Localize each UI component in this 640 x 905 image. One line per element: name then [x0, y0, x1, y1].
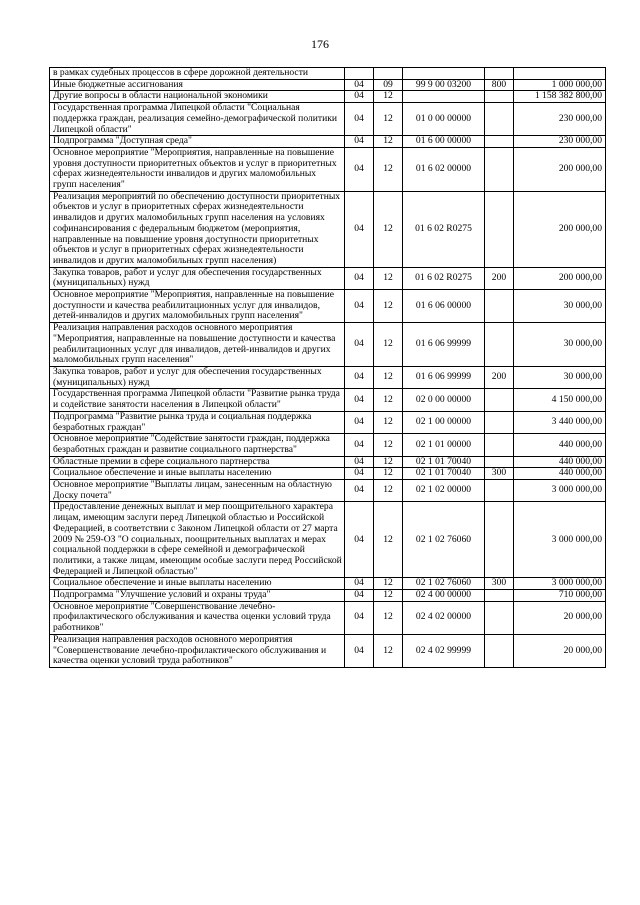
- row-subsection-code: 12: [374, 502, 403, 578]
- row-name: Закупка товаров, работ и услуг для обеспечения государственных (муниципальных) нужд: [50, 267, 345, 289]
- row-subsection-code: 12: [374, 267, 403, 289]
- row-name: Основное мероприятие "Содействие занятости граждан, поддержка безработных граждан и развитие социального партнерства": [50, 434, 345, 456]
- row-subsection-code: 12: [374, 136, 403, 148]
- row-subsection-code: 12: [374, 468, 403, 480]
- row-subsection-code: [374, 68, 403, 80]
- table-row: [50, 502, 606, 578]
- row-section-code: 04: [345, 191, 374, 267]
- row-target-article: 02 4 00 00000: [403, 590, 485, 602]
- row-section-code: 04: [345, 136, 374, 148]
- row-section-code: 04: [345, 456, 374, 468]
- row-section-code: 04: [345, 389, 374, 411]
- row-name: Реализация направления расходов основного мероприятия "Совершенствование лечебно-профилактического обслуживания и качества оценки условий труда работников": [50, 634, 345, 667]
- row-amount: 710 000,00: [514, 590, 606, 602]
- row-name: Основное мероприятие "Мероприятия, направленные на повышение доступности и качества реабилитационных услуг для инвалидов, детей-инвалидов и других маломобильных групп населения": [50, 290, 345, 323]
- row-amount: 20 000,00: [514, 601, 606, 634]
- row-name: Областные премии в сфере социального партнерства: [50, 456, 345, 468]
- row-section-code: 04: [345, 103, 374, 136]
- row-name: Закупка товаров, работ и услуг для обеспечения государственных (муниципальных) нужд: [50, 366, 345, 388]
- row-subsection-code: 12: [374, 323, 403, 367]
- table-row: [50, 634, 606, 667]
- row-expense-type: [485, 480, 514, 502]
- row-section-code: [345, 68, 374, 80]
- row-target-article: 01 6 06 00000: [403, 290, 485, 323]
- row-section-code: 04: [345, 290, 374, 323]
- row-subsection-code: 12: [374, 634, 403, 667]
- table-row: [50, 191, 606, 267]
- row-name: Основное мероприятие "Мероприятия, направленные на повышение уровня доступности приоритетных объектов и услуг в приоритетных сферах жизнедеятельности инвалидов и других маломобильных групп населения": [50, 147, 345, 191]
- row-subsection-code: 12: [374, 434, 403, 456]
- row-expense-type: [485, 191, 514, 267]
- row-expense-type: [485, 136, 514, 148]
- row-target-article: [403, 91, 485, 103]
- row-expense-type: [485, 389, 514, 411]
- table-row: [50, 290, 606, 323]
- row-amount: 3 000 000,00: [514, 578, 606, 590]
- row-amount: 30 000,00: [514, 366, 606, 388]
- row-name: Основное мероприятие "Совершенствование лечебно-профилактического обслуживания и качества оценки условий труда работников": [50, 601, 345, 634]
- row-target-article: 01 6 02 00000: [403, 147, 485, 191]
- row-subsection-code: 09: [374, 79, 403, 91]
- row-amount: 20 000,00: [514, 634, 606, 667]
- row-subsection-code: 12: [374, 103, 403, 136]
- row-subsection-code: 12: [374, 389, 403, 411]
- row-target-article: 01 6 02 R0275: [403, 191, 485, 267]
- table-row: [50, 389, 606, 411]
- row-amount: 200 000,00: [514, 267, 606, 289]
- row-expense-type: [485, 103, 514, 136]
- row-amount: 3 000 000,00: [514, 502, 606, 578]
- row-name: Социальное обеспечение и иные выплаты населению: [50, 578, 345, 590]
- row-section-code: 04: [345, 366, 374, 388]
- row-subsection-code: 12: [374, 147, 403, 191]
- row-subsection-code: 12: [374, 578, 403, 590]
- row-name: Государственная программа Липецкой области "Социальная поддержка граждан, реализация семейно-демографической политики Липецкой области": [50, 103, 345, 136]
- row-name: Основное мероприятие "Выплаты лицам, занесенным на областную Доску почета": [50, 480, 345, 502]
- row-expense-type: 800: [485, 79, 514, 91]
- row-subsection-code: 12: [374, 290, 403, 323]
- row-expense-type: [485, 411, 514, 433]
- row-amount: 230 000,00: [514, 136, 606, 148]
- row-name: Другие вопросы в области национальной экономики: [50, 91, 345, 103]
- table-row: [50, 267, 606, 289]
- row-name: Государственная программа Липецкой области "Развитие рынка труда и содействие занятости населения в Липецкой области": [50, 389, 345, 411]
- row-name: Подпрограмма "Улучшение условий и охраны труда": [50, 590, 345, 602]
- row-expense-type: [485, 91, 514, 103]
- row-section-code: 04: [345, 601, 374, 634]
- row-section-code: 04: [345, 480, 374, 502]
- row-target-article: 02 1 00 00000: [403, 411, 485, 433]
- row-amount: 200 000,00: [514, 191, 606, 267]
- row-subsection-code: 12: [374, 456, 403, 468]
- row-expense-type: 200: [485, 267, 514, 289]
- row-name: Реализация мероприятий по обеспечению доступности приоритетных объектов и услуг в приоритетных сферах жизнедеятельности инвалидов и других маломобильных групп населения на условиях софинансирования с федеральным бюджетом (мероприятия, направленные на повышение уровня доступности приоритетных объектов и услуг в приоритетных сферах жизнедеятельности инвалидов и других маломобильных групп населения): [50, 191, 345, 267]
- row-target-article: 02 1 02 00000: [403, 480, 485, 502]
- row-subsection-code: 12: [374, 590, 403, 602]
- row-section-code: 04: [345, 323, 374, 367]
- row-section-code: 04: [345, 79, 374, 91]
- row-target-article: 01 6 02 R0275: [403, 267, 485, 289]
- row-section-code: 04: [345, 91, 374, 103]
- table-row: [50, 79, 606, 91]
- row-amount: 3 440 000,00: [514, 411, 606, 433]
- table-row: [50, 434, 606, 456]
- row-subsection-code: 12: [374, 411, 403, 433]
- row-target-article: 02 4 02 00000: [403, 601, 485, 634]
- row-expense-type: [485, 634, 514, 667]
- row-name: Подпрограмма "Доступная среда": [50, 136, 345, 148]
- row-target-article: 01 6 00 00000: [403, 136, 485, 148]
- table-row: [50, 91, 606, 103]
- budget-table-body: [50, 68, 606, 668]
- row-amount: 1 158 382 800,00: [514, 91, 606, 103]
- row-amount: [514, 68, 606, 80]
- row-target-article: 01 6 06 99999: [403, 366, 485, 388]
- row-target-article: 02 1 02 76060: [403, 578, 485, 590]
- row-section-code: 04: [345, 267, 374, 289]
- row-section-code: 04: [345, 434, 374, 456]
- row-subsection-code: 12: [374, 601, 403, 634]
- row-section-code: 04: [345, 590, 374, 602]
- row-name: Подпрограмма "Развитие рынка труда и социальная поддержка безработных граждан": [50, 411, 345, 433]
- row-subsection-code: 12: [374, 91, 403, 103]
- row-amount: 440 000,00: [514, 468, 606, 480]
- row-expense-type: [485, 68, 514, 80]
- row-section-code: 04: [345, 411, 374, 433]
- row-amount: 230 000,00: [514, 103, 606, 136]
- table-row: [50, 323, 606, 367]
- row-expense-type: [485, 601, 514, 634]
- row-target-article: 02 1 01 70040: [403, 456, 485, 468]
- table-row: [50, 103, 606, 136]
- row-expense-type: 300: [485, 578, 514, 590]
- row-amount: 3 000 000,00: [514, 480, 606, 502]
- row-target-article: 99 9 00 03200: [403, 79, 485, 91]
- row-target-article: 02 1 01 00000: [403, 434, 485, 456]
- row-amount: 30 000,00: [514, 323, 606, 367]
- table-row: [50, 578, 606, 590]
- row-target-article: [403, 68, 485, 80]
- row-name: Иные бюджетные ассигнования: [50, 79, 345, 91]
- row-target-article: 01 0 00 00000: [403, 103, 485, 136]
- row-subsection-code: 12: [374, 366, 403, 388]
- page-number: 176: [311, 37, 329, 51]
- row-target-article: 02 0 00 00000: [403, 389, 485, 411]
- row-target-article: 02 1 01 70040: [403, 468, 485, 480]
- table-row: [50, 480, 606, 502]
- budget-table: [49, 67, 606, 668]
- row-section-code: 04: [345, 147, 374, 191]
- row-expense-type: [485, 147, 514, 191]
- row-amount: 200 000,00: [514, 147, 606, 191]
- row-amount: 4 150 000,00: [514, 389, 606, 411]
- row-name: в рамках судебных процессов в сфере дорожной деятельности: [50, 68, 345, 80]
- row-expense-type: 300: [485, 468, 514, 480]
- row-expense-type: [485, 456, 514, 468]
- row-name: Предоставление денежных выплат и мер поощрительного характера лицам, имеющим заслуги перед Липецкой областью и Российской Федерацией, в соответствии с Законом Липецкой области от 27 марта 2009 № 259-ОЗ "О социальных, поощрительных выплатах и мерах социальной поддержки в сфере семейной и демографической политики, а также лицам, имеющим особые заслуги перед Российской Федерацией и Липецкой областью": [50, 502, 345, 578]
- table-row: [50, 456, 606, 468]
- row-section-code: 04: [345, 634, 374, 667]
- row-section-code: 04: [345, 578, 374, 590]
- row-subsection-code: 12: [374, 191, 403, 267]
- row-expense-type: [485, 290, 514, 323]
- row-amount: 440 000,00: [514, 456, 606, 468]
- row-amount: 30 000,00: [514, 290, 606, 323]
- row-name: Социальное обеспечение и иные выплаты населению: [50, 468, 345, 480]
- row-subsection-code: 12: [374, 480, 403, 502]
- row-target-article: 01 6 06 99999: [403, 323, 485, 367]
- table-row: [50, 468, 606, 480]
- row-expense-type: [485, 323, 514, 367]
- row-expense-type: [485, 590, 514, 602]
- table-row: [50, 366, 606, 388]
- table-row: [50, 68, 606, 80]
- row-name: Реализация направления расходов основного мероприятия "Мероприятия, направленные на повышение доступности и качества реабилитационных услуг для инвалидов, детей-инвалидов и других маломобильных групп населения": [50, 323, 345, 367]
- table-row: [50, 147, 606, 191]
- row-amount: 440 000,00: [514, 434, 606, 456]
- table-row: [50, 601, 606, 634]
- row-section-code: 04: [345, 468, 374, 480]
- row-expense-type: 200: [485, 366, 514, 388]
- row-section-code: 04: [345, 502, 374, 578]
- table-row: [50, 136, 606, 148]
- row-target-article: 02 1 02 76060: [403, 502, 485, 578]
- row-amount: 1 000 000,00: [514, 79, 606, 91]
- table-row: [50, 590, 606, 602]
- row-expense-type: [485, 502, 514, 578]
- row-expense-type: [485, 434, 514, 456]
- table-row: [50, 411, 606, 433]
- row-target-article: 02 4 02 99999: [403, 634, 485, 667]
